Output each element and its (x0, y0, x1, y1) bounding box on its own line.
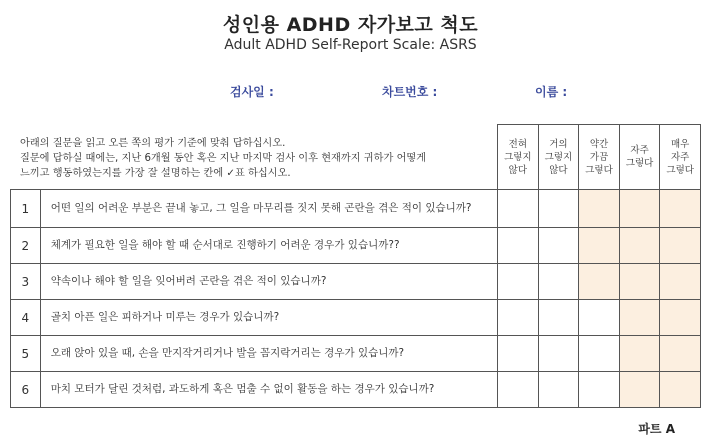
answer-cell-rarely[interactable] (538, 336, 579, 372)
question-number: 6 (11, 372, 41, 408)
answer-cell-never[interactable] (498, 300, 539, 336)
answer-cell-often[interactable] (619, 372, 660, 408)
answer-cell-sometimes[interactable] (579, 300, 620, 336)
answer-cell-rarely[interactable] (538, 372, 579, 408)
answer-cell-sometimes[interactable] (579, 372, 620, 408)
option-sometimes: 약간 가끔 그렇다 (579, 125, 620, 190)
question-text: 오래 앉아 있을 때, 손을 만지작거리거나 발을 꼼지락거리는 경우가 있습니까? (40, 336, 497, 372)
question-text: 약속이나 해야 할 일을 잊어버려 곤란을 겪은 적이 있습니까? (40, 264, 497, 300)
answer-cell-very-often[interactable] (660, 372, 701, 408)
answer-cell-often[interactable] (619, 190, 660, 228)
chart-number-label: 차트번호 : (382, 85, 438, 99)
question-number: 1 (11, 190, 41, 228)
form-title: 성인용 ADHD 자가보고 척도 (222, 14, 479, 36)
answer-cell-rarely[interactable] (538, 228, 579, 264)
option-very-often: 매우 자주 그렇다 (660, 125, 701, 190)
table-row (11, 336, 701, 372)
answer-cell-rarely[interactable] (538, 264, 579, 300)
question-number: 5 (11, 336, 41, 372)
answer-cell-sometimes[interactable] (579, 190, 620, 228)
answer-cell-often[interactable] (619, 336, 660, 372)
part-label: 파트 A (638, 422, 675, 436)
question-text: 체계가 필요한 일을 해야 할 때 순서대로 진행하기 어려운 경우가 있습니까?? (40, 228, 497, 264)
option-rarely: 거의 그렇지 않다 (538, 125, 579, 190)
question-number: 4 (11, 300, 41, 336)
answer-cell-very-often[interactable] (660, 228, 701, 264)
answer-cell-very-often[interactable] (660, 300, 701, 336)
question-text: 마치 모터가 달린 것처럼, 과도하게 혹은 멈출 수 없이 활동을 하는 경우가 있습니까? (40, 372, 497, 408)
patient-name-label: 이름 : (535, 85, 568, 99)
answer-cell-never[interactable] (498, 264, 539, 300)
question-number: 2 (11, 228, 41, 264)
exam-date-label: 검사일 : (230, 85, 274, 99)
answer-cell-never[interactable] (498, 228, 539, 264)
answer-cell-very-often[interactable] (660, 264, 701, 300)
answer-cell-often[interactable] (619, 264, 660, 300)
answer-cell-sometimes[interactable] (579, 336, 620, 372)
answer-cell-never[interactable] (498, 372, 539, 408)
table-row (11, 372, 701, 408)
form-subtitle: Adult ADHD Self-Report Scale: ASRS (224, 37, 477, 53)
question-text: 어떤 일의 어려운 부분은 끝내 놓고, 그 일을 마무리를 짓지 못해 곤란을 겪은 적이 있습니까? (40, 190, 497, 228)
answer-cell-often[interactable] (619, 300, 660, 336)
answer-cell-very-often[interactable] (660, 336, 701, 372)
answer-cell-often[interactable] (619, 228, 660, 264)
question-number: 3 (11, 264, 41, 300)
answer-cell-rarely[interactable] (538, 190, 579, 228)
table-row (11, 300, 701, 336)
table-row (11, 190, 701, 228)
question-text: 골치 아픈 일은 피하거나 미루는 경우가 있습니까? (40, 300, 497, 336)
option-never: 전혀 그렇지 않다 (498, 125, 539, 190)
table-row (11, 264, 701, 300)
answer-cell-rarely[interactable] (538, 300, 579, 336)
answer-cell-never[interactable] (498, 336, 539, 372)
table-row (11, 228, 701, 264)
answer-cell-sometimes[interactable] (579, 228, 620, 264)
answer-cell-sometimes[interactable] (579, 264, 620, 300)
option-often: 자주 그렇다 (619, 125, 660, 190)
answer-cell-never[interactable] (498, 190, 539, 228)
instructions-text: 아래의 질문을 읽고 오른 쪽의 평가 기준에 맞춰 답하십시오. 질문에 답하실 때에는, 지난 6개월 동안 혹은 지난 마지막 검사 이후 현재까지 귀하가 어떻게 느끼고 행동하였는지를 가장 잘 설명하는 칸에 ✓표 하십시오. (20, 138, 427, 179)
answer-cell-very-often[interactable] (660, 190, 701, 228)
